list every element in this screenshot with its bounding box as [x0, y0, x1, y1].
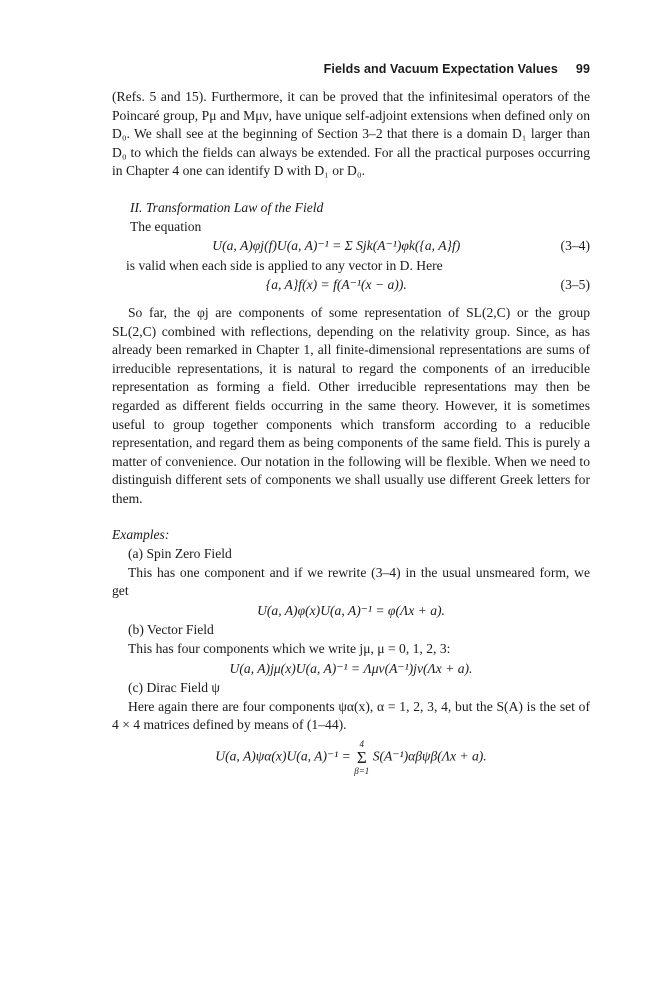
example-a-equation	[112, 602, 590, 621]
example-b-text: This has four components which we write jμ, μ = 0, 1, 2, 3:	[128, 641, 451, 657]
equation-3-4-expression: U(a, A)φj(f)U(a, A)⁻¹ = Σ Sjk(A⁻¹)φk({a, A}f)	[212, 238, 461, 254]
page-number: 99	[575, 62, 590, 76]
equation-3-5	[112, 276, 590, 295]
paragraph-representations: So far, the φj are components of some representation of SL(2,C) or the group SL(2,C) combined with reflections, depending on the relativity group. Since, as has already been remarked in Chapter 1, all finite-dimensional representations are sums of irreducible representations, it is natural to regard the components of an irreducible representation as forming a field. Other irreducible representations may then be regarded as different fields occurring in the same theory. However, it is sometimes useful to group together components which transform according to a reducible representation, and regard them as being components of the same field. This is purely a matter of convenience. Our notation in the following will be flexible. When we need to distinguish different sets of components we shall usually use different Greek letters for them.	[112, 304, 590, 506]
example-c-rhs: S(A⁻¹)αβψβ(Λx + a).	[372, 748, 487, 764]
equation-3-4	[112, 237, 590, 256]
equation-3-5-number: (3–5)	[560, 277, 590, 293]
summation-sign	[354, 739, 369, 776]
example-a-title: (a) Spin Zero Field	[128, 546, 232, 562]
sum-upper-limit: 4	[359, 739, 365, 749]
validity-line: is valid when each side is applied to any vector in D. Here	[126, 257, 443, 273]
paragraph-refs: (Refs. 5 and 15). Furthermore, it can be proved that the infinitesimal operators of the Poincaré group, Pμ and Mμν, have unique self-adjoint extensions when defined only on D₀. We shall see at the beginning of Section 3–2 that there is a domain D₁ larger than D₀ to which the fields can always be extended. For all the practical purposes occurring in Chapter 4 one can identify D with D₁ or D₀.	[112, 89, 590, 179]
running-header	[112, 62, 590, 76]
example-c-lhs: U(a, A)ψα(x)U(a, A)⁻¹ =	[215, 748, 351, 764]
example-a-equation-expression: U(a, A)φ(x)U(a, A)⁻¹ = φ(Λx + a).	[257, 602, 445, 618]
example-c-equation	[112, 739, 590, 776]
example-c-text: Here again there are four components ψα(x), α = 1, 2, 3, 4, but the S(A) is the set of 4 × 4 matrices defined by means of (1–44).	[112, 698, 590, 733]
equation-intro: The equation	[130, 218, 202, 234]
page-body	[112, 88, 590, 777]
equation-3-5-expression: {a, A}f(x) = f(A⁻¹(x − a)).	[265, 277, 407, 293]
examples-heading: Examples:	[112, 527, 170, 543]
example-b-equation-expression: U(a, A)jμ(x)U(a, A)⁻¹ = Λμν(A⁻¹)jν(Λx + a).	[229, 660, 473, 676]
example-b-equation	[112, 660, 590, 679]
sum-lower-limit: β=1	[354, 766, 370, 776]
running-title: Fields and Vacuum Expectation Values	[323, 62, 558, 76]
section-heading: II. Transformation Law of the Field	[130, 199, 324, 215]
example-c-title: (c) Dirac Field ψ	[128, 680, 220, 696]
equation-3-4-number: (3–4)	[560, 238, 590, 254]
example-c-equation-expression	[112, 739, 590, 776]
example-a-text: This has one component and if we rewrite (3–4) in the usual unsmeared form, we get	[112, 564, 590, 599]
sigma-symbol: Σ	[356, 748, 367, 767]
example-b-title: (b) Vector Field	[128, 622, 214, 638]
